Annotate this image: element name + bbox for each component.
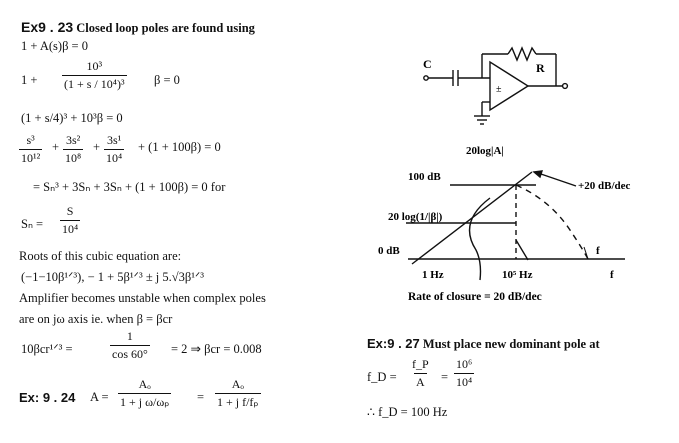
ex924-a: A = [90, 390, 109, 404]
resistor-label: R [536, 61, 545, 75]
eq2-tail: β = 0 [154, 73, 180, 87]
eq7-fraction [110, 329, 150, 362]
ex927-text: Must place new dominant pole at [422, 337, 600, 351]
bode-caption: Rate of closure = 20 dB/dec [408, 291, 542, 303]
eq2-fraction [62, 59, 127, 92]
eq4-frac2 [63, 133, 83, 166]
eq3: (1 + s/4)³ + 10³β = 0 [21, 111, 123, 125]
eq6-lead: Sₙ = [21, 217, 44, 231]
ex927-frac1 [410, 357, 431, 390]
f-marker: f [596, 245, 600, 257]
ex924-f2-den: 1 + j f/fₚ [217, 395, 259, 409]
eq4-f3-den: 10⁴ [106, 151, 123, 165]
y-label-0db: 0 dB [378, 245, 400, 257]
ex927-f1-den: A [416, 375, 425, 389]
roots-text: Roots of this cubic equation are: [19, 249, 182, 263]
eq4-plus2: + [93, 140, 101, 154]
x-label-105hz: 10⁵ Hz [502, 269, 533, 281]
ex927-f2-den: 10⁴ [456, 375, 473, 389]
eq2-denominator: (1 + s / 10⁴)³ [64, 77, 125, 91]
eq-char: 1 + A(s)β = 0 [21, 39, 88, 53]
ex927-f1-num: f_P [412, 357, 429, 371]
open-loop-curve [516, 185, 588, 259]
eq7-den: cos 60° [112, 347, 148, 361]
opamp-circuit [420, 40, 600, 130]
cutoff-arrow [516, 240, 528, 260]
ex927-result: ∴ f_D = 100 Hz [367, 405, 448, 419]
eq5: = Sₙ³ + 3Sₙ + 3Sₙ + (1 + 100β) = 0 for [33, 180, 226, 194]
eq7-num: 1 [126, 329, 133, 343]
bode-plot [370, 140, 670, 310]
eq4-frac3 [104, 133, 124, 166]
eq6-num: S [66, 204, 74, 218]
eq4-f1-den: 10¹² [21, 151, 41, 165]
y-label-100db: 100 dB [408, 171, 441, 183]
ex927-eq-lead: f_D = [367, 370, 397, 384]
ex927-heading [367, 337, 600, 351]
ex927-eq-mid: = [441, 370, 449, 384]
ex924-frac1 [118, 377, 171, 410]
eq2-numerator: 10³ [86, 59, 103, 73]
eq7-tail: = 2 ⇒ βcr = 0.008 [171, 342, 262, 356]
ex924-f1-num: Aₒ [138, 377, 151, 391]
ex927-frac2 [454, 357, 474, 390]
ex924-equals: = [197, 390, 205, 404]
roots-equation: (−1−10β¹ᐟ³), − 1 + 5β¹ᐟ³ ± j 5.√3β¹ᐟ³ [21, 270, 205, 284]
ex927-label: Ex:9 . 27 [367, 336, 420, 351]
ex923-heading [21, 20, 255, 35]
eq2-lead: 1 + [21, 73, 38, 87]
resistor [508, 48, 536, 60]
opamp-sign: ± [496, 84, 502, 95]
eq4-f3-num: 3s¹ [106, 133, 122, 147]
eq4-f2-den: 10⁸ [65, 151, 82, 165]
unstable-line2: are on jω axis ie. when β = βcr [19, 312, 173, 326]
slope-label: +20 dB/dec [578, 180, 631, 192]
ex924-f1-den: 1 + j ω/ωₚ [120, 395, 170, 409]
ex924-label: Ex: 9 . 24 [19, 390, 76, 405]
ex923-text: Closed loop poles are found using [76, 21, 255, 35]
eq4-f2-num: 3s² [65, 133, 81, 147]
closure-curve [470, 198, 490, 280]
eq4-tail: + (1 + 100β) = 0 [138, 140, 221, 154]
ex923-label: Ex9 . 23 [21, 19, 74, 35]
slope-arrow [538, 173, 576, 186]
x-label-1hz: 1 Hz [422, 269, 444, 281]
unstable-line1: Amplifier becomes unstable when complex poles [19, 291, 266, 305]
bode-title: 20log|A| [466, 145, 504, 157]
eq4-plus1: + [52, 140, 60, 154]
eq4-frac1 [19, 133, 42, 166]
input-terminal [424, 76, 428, 80]
eq4-f1-num: s³ [26, 133, 35, 147]
ex924-frac2 [215, 377, 261, 410]
capacitor-label: C [423, 57, 432, 71]
eq7-lead: 10βcr¹ᐟ³ = [21, 342, 73, 356]
eq6-fraction [60, 204, 80, 237]
eq6-den: 10⁴ [62, 222, 79, 236]
x-label-f: f [610, 269, 614, 281]
ex927-f2-num: 10⁶ [456, 357, 473, 371]
beta-label: 20 log(1/|β|) [388, 211, 443, 223]
ex924-f2-num: Aₒ [231, 377, 244, 391]
